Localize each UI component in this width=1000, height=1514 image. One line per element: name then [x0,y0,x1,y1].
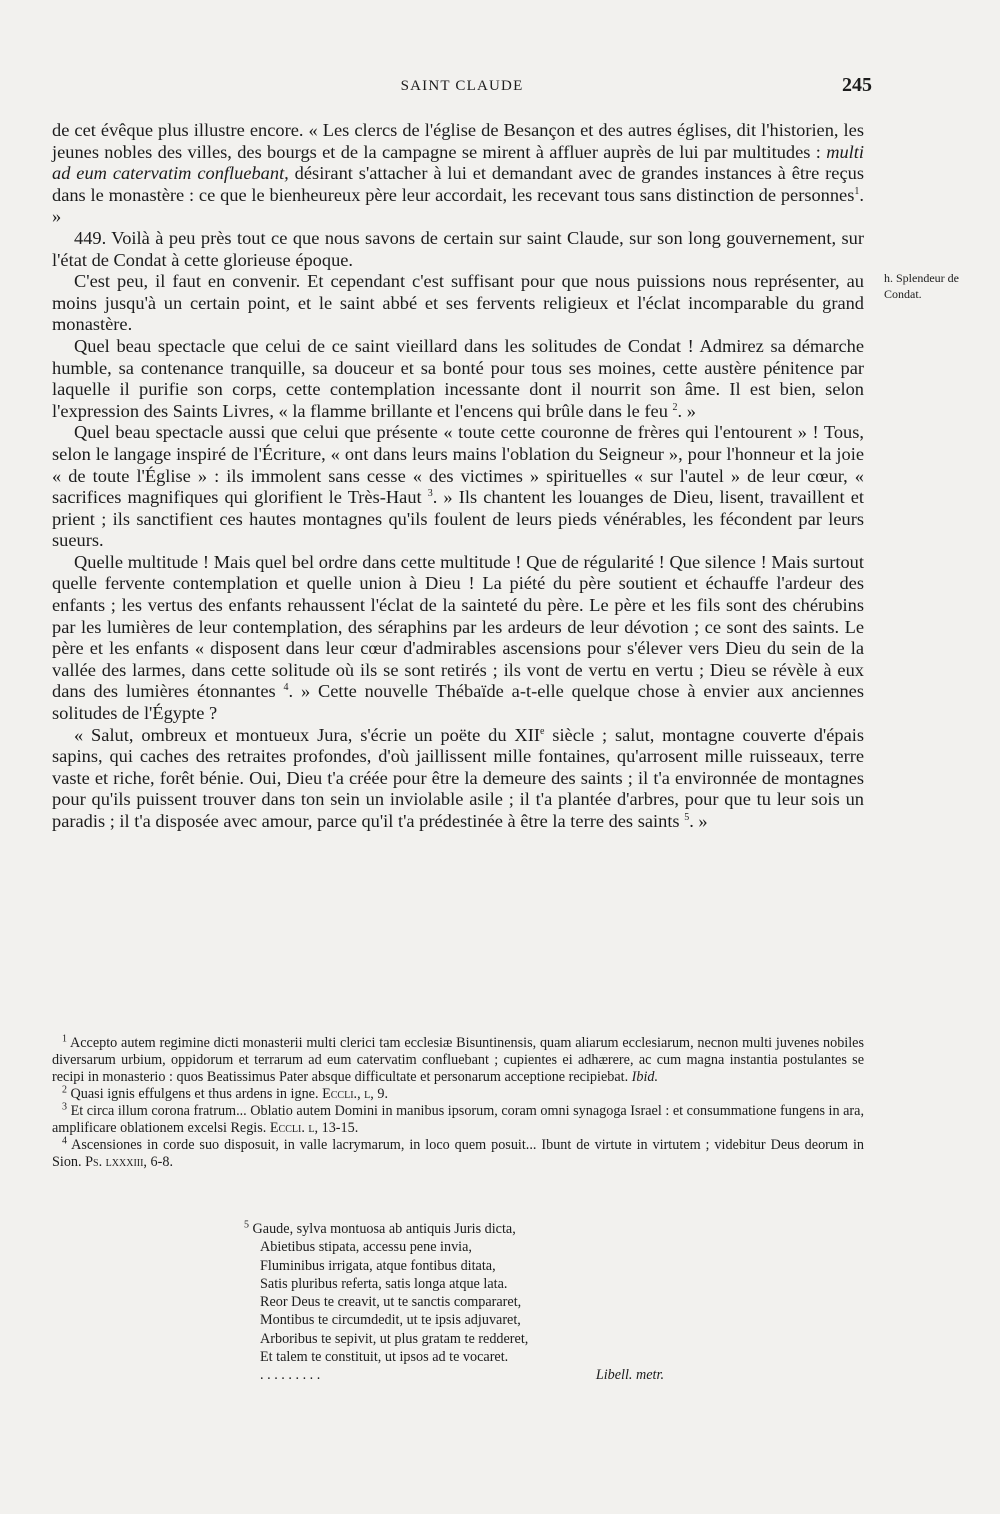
text-run: de cet évêque plus illustre encore. « Les clercs de l'église de Besançon et des autres églises, dit l'historien, les jeunes nobles des villes, des bourgs et de la campagne se mirent à affluer auprès de lui par multitudes : [52,120,864,162]
main-text [52,120,864,833]
footnote-ref: 2 [672,401,678,413]
poem-line: Abietibus stipata, accessu pene invia, [260,1239,472,1256]
paragraph [52,552,864,725]
footnote-number: 3 [62,1101,67,1113]
poem-line: Fluminibus irrigata, atque fontibus ditata, [260,1257,496,1274]
text-run: . » [677,400,696,421]
margin-note: h. Splendeur de Condat. [884,271,959,301]
footnote-ref: 4 [283,682,289,694]
latin-poem-footnote [244,1220,664,1385]
poem-line: Arboribus te sepivit, ut plus gratam te redderet, [260,1330,529,1347]
text-run: . » Cette nouvelle Thébaïde a-t-elle quelque chose à envier aux anciennes solitudes de l'Égypte ? [52,681,864,724]
running-title: SAINT CLAUDE [400,78,524,94]
text-run: désirant s'attacher à lui et demandant avec de grandes instances à être reçus dans le monastère : ce que le bienheureux père leur accordait, les recevant tous sans distinction de personnes [52,163,864,205]
footnote [52,1137,864,1171]
paragraph [52,120,864,228]
text-run: Quel beau spectacle que celui de ce saint vieillard dans les solitudes de Condat ! Admirez sa démarche humble, sa contenance tranquille, sa douceur et sa bonté pour tous ses moines, cette austère pénitence par laquelle il purifie son corps, cette contemplation incessante dont il nourrit son âme. Il est bien, selon l'expression des Saints Livres, « la flamme brillante et l'encens qui brûle dans le feu [52,335,864,421]
poem-line: Et talem te constituit, ut ipsos ad te vocaret. [260,1349,509,1366]
poem-ellipsis: . . . . . . . . . [260,1367,321,1384]
paragraph [52,336,864,422]
poem-line: Reor Deus te creavit, ut te sanctis compararet, [260,1294,522,1311]
footnote-reference: Ps. lxxxiii, 6-8. [85,1154,173,1170]
paragraph [52,725,864,833]
text-run: . » [689,811,708,831]
text-run: 449. Voilà à peu près tout ce que nous savons de certain sur saint Claude, sur son long gouvernement, sur l'état de Condat à cette glorieuse époque. [52,227,864,270]
page-number: 245 [842,74,872,96]
paragraph [52,228,864,271]
text-run: C'est peu, il faut en convenir. Et cependant c'est suffisant pour que nous puissions nous représenter, au moins jusqu'à un certain point, et le saint abbé et ses fervents religieux et l'éclat incomparable du grand monastère. [52,271,864,335]
footnote-number: 2 [62,1084,67,1096]
footnote-reference: Eccli., l, 9. [322,1086,389,1102]
paragraph [52,422,864,552]
footnote [52,1086,864,1103]
paragraph [52,271,864,336]
footnote [52,1035,864,1086]
text-run: . » Ils chantent les louanges de Dieu, lisent, travaillent et prient ; ils sanctifient ces hautes montagnes qu'ils foulent de leurs pieds vénérables, les fécondent par leurs sueurs. [52,487,864,551]
poem-line: Montibus te circumdedit, ut te ipsis adjuvaret, [260,1312,521,1329]
footnote-text: Quasi ignis effulgens et thus ardens in igne. [67,1086,323,1102]
footnote-ref: 5 [684,811,690,823]
footnote-text: Et circa illum corona fratrum... Oblatio autem Domini in manibus ipsorum, coram omni synagoga Israel : et consummatione fungens in ara, amplificare oblationem excelsi Regis. [52,1103,864,1136]
footnote [52,1103,864,1137]
poem-line-text: Gaude, sylva montuosa ab antiquis Juris dicta, [252,1221,516,1237]
footnote-ref: 3 [427,487,433,499]
poem-attribution-line [244,1366,664,1384]
text-run: « Salut, ombreux et montueux Jura, s'écrie un poëte du XII [74,724,540,745]
footnote-ref: 1 [854,185,860,197]
text-run: . » [52,184,864,227]
text-run: Quel beau spectacle aussi que celui que présente « toute cette couronne de frères qui l'entourent » ! Tous, selon le langage inspiré de l'Écriture, « ont dans leurs mains l'oblation du Seigneur », pour l'honneur et la joie « de toute l'Église » : ils immolent sans cesse « des victimes » spirituelles « sur l'autel » de leur cœur, « sacrifices magnifiques qui glorifient le Très-Haut [52,422,864,508]
poem-line: Satis pluribus referta, satis longa atque lata. [260,1275,508,1292]
poem-line [244,1220,664,1238]
footnote-number: 1 [62,1033,67,1045]
footnote-text: Accepto autem regimine dicti monasterii multi clerici tam ecclesiæ Bisuntinensis, quam aliarum ecclesiarum, necnon multi juvenes nobiles diversarum urbium, oppidorum et terrarum ad eum catervatim confluebant ; cupientes ei adhærere, ac cum magna instantia postulantes se recipi in monasterio : quos Beatissimus Pater absque difficultate et personarum acceptione recipiebat. [52,1035,864,1085]
text-run: Quelle multitude ! Mais quel bel ordre dans cette multitude ! Que de régularité ! Que silence ! Mais surtout quelle fervente contemplation et quelle union à Dieu ! La piété du père soutient et échauffe l'ardeur des enfants ; les vertus des enfants rehaussent l'éclat de la sainteté du père. Le père et les fils sont des chérubins par les lumières de leur contemplation, des séraphins par les ardeurs de leur dévotion ; ce sont des saints. Le père et les enfants « disposent dans leur cœur d'admirables ascensions pour s'élever vers Dieu du sein de la vallée des larmes, dans cette solitude où ils se sont retirés ; ils vont de vertu en vertu ; Dieu se révèle à eux dans des lumières étonnantes [52,551,864,702]
footnote-number: 5 [244,1219,249,1231]
footnote-reference: Eccli. l, 13-15. [269,1120,359,1136]
footnote-text: Ascensiones in corde suo disposuit, in valle lacrymarum, in loco quem posuit... Ibunt de virtute in virtutem ; videbitur Deus deorum in Sion. [52,1137,864,1170]
page-header [52,76,872,100]
century-superscript: e [539,725,545,737]
latin-quote: multi ad eum catervatim confluebant, [52,141,864,184]
footnotes [52,1035,864,1171]
poem-source: Libell. metr. [595,1367,664,1384]
footnote-reference: Ibid. [631,1069,659,1085]
text-run: siècle ; salut, montagne couverte d'épais sapins, qui caches des retraites profondes, d'où jaillissent mille fontaines, qu'arrosent mille ruisseaux, terre vaste et riche, forêt bénie. Oui, Dieu t'a créée pour être la demeure des saints ; il t'a environnée de montagnes pour qu'ils puissent trouver dans ton sein un inviolable asile ; il t'a plantée d'arbres, pour que tu leur sois un paradis ; il t'a disposée avec amour, parce qu'il t'a prédestinée à être la terre des saints [52,724,865,831]
footnote-number: 4 [62,1135,67,1147]
